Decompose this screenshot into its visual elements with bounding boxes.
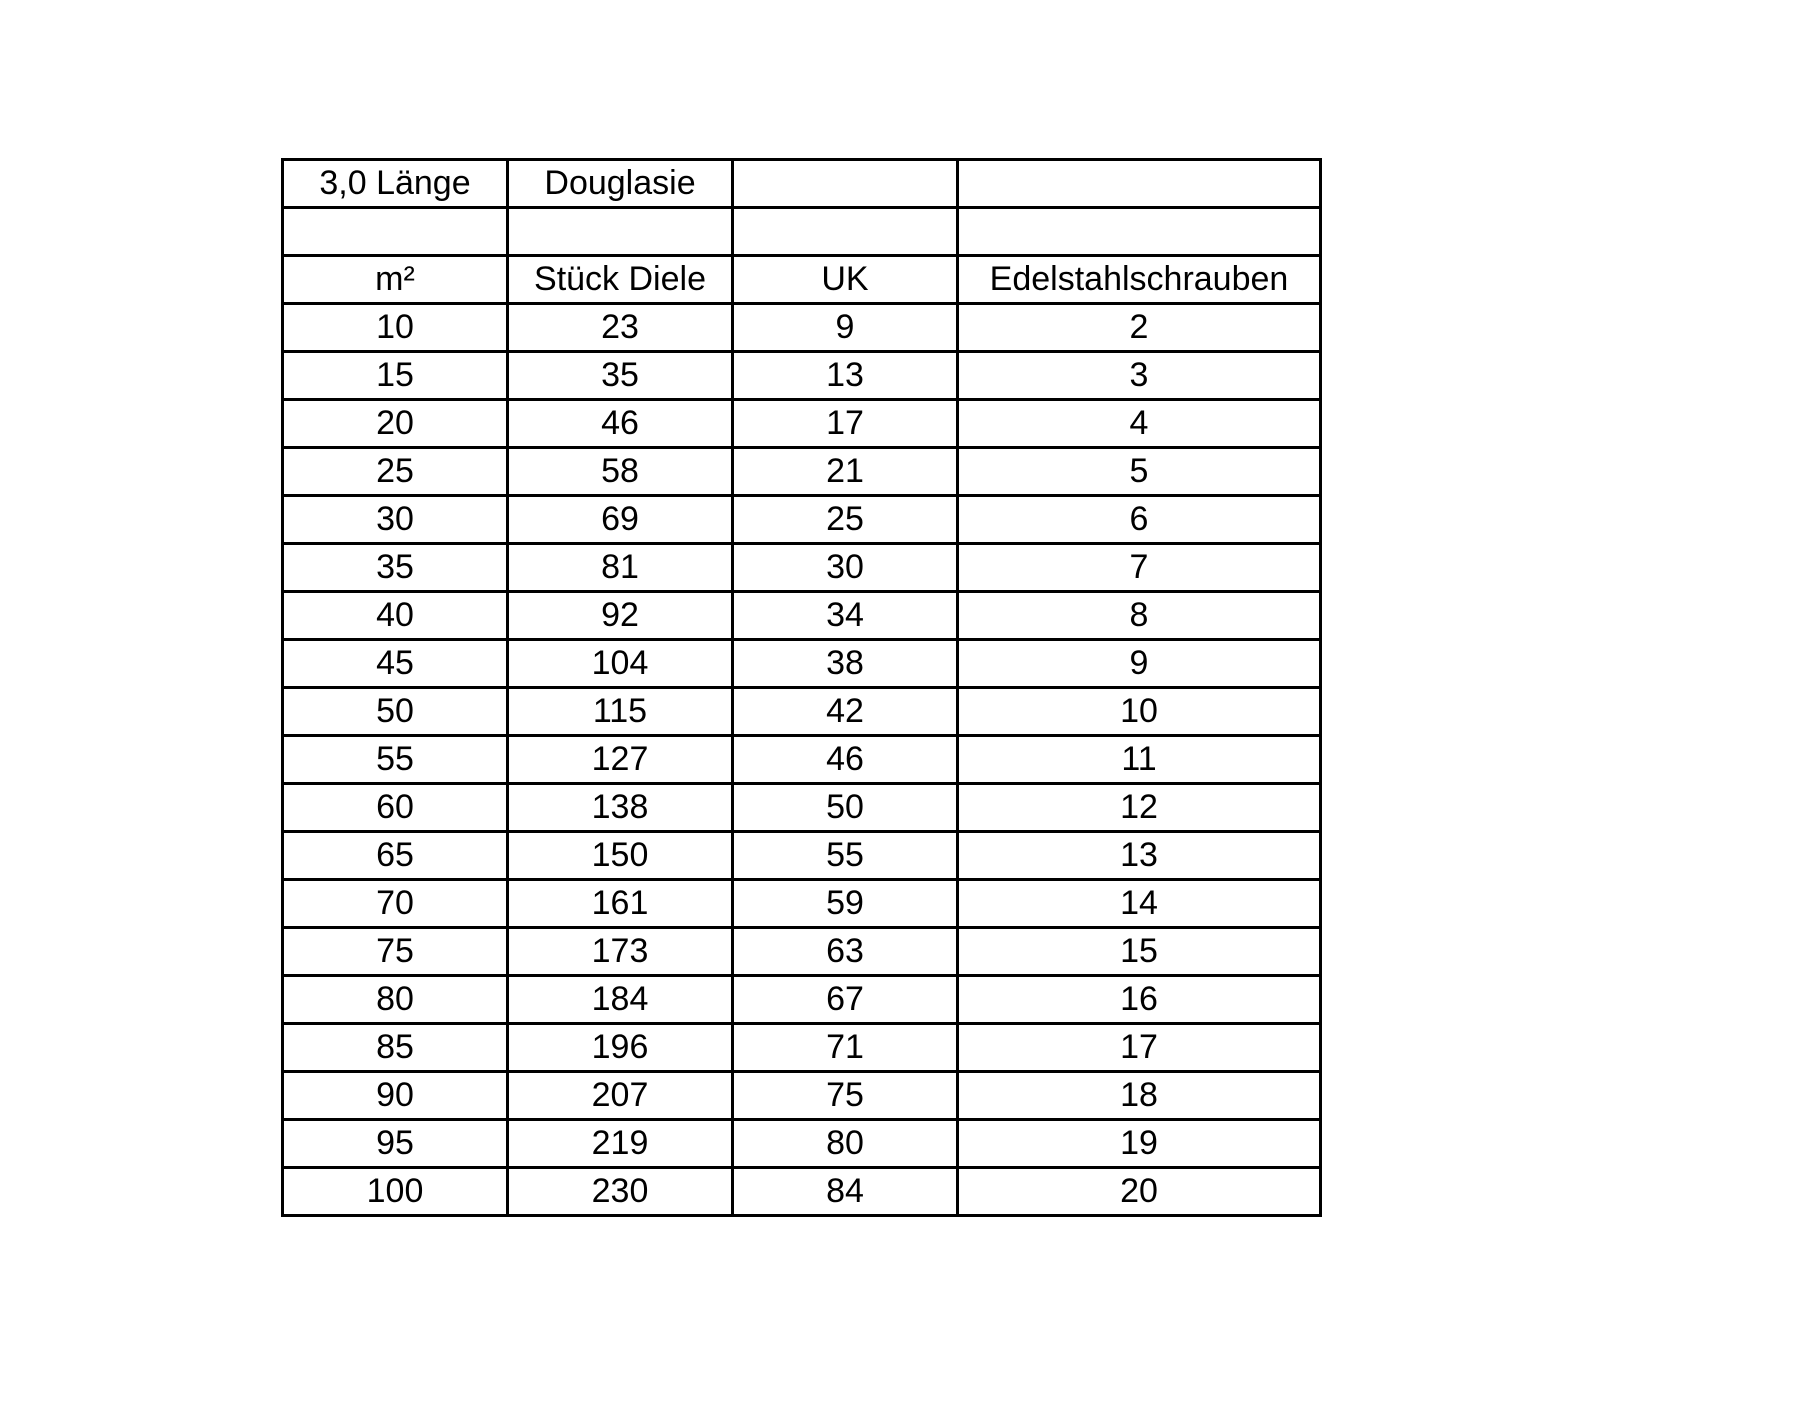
column-header-screws: Edelstahlschrauben	[958, 256, 1321, 304]
boards-cell: 150	[508, 832, 733, 880]
screws-cell: 3	[958, 352, 1321, 400]
screws-cell: 5	[958, 448, 1321, 496]
table-row	[283, 784, 1321, 832]
uk-cell: 46	[733, 736, 958, 784]
empty-cell	[958, 208, 1321, 256]
area-cell: 100	[283, 1168, 508, 1216]
uk-cell: 50	[733, 784, 958, 832]
table-row	[283, 1072, 1321, 1120]
table-body	[283, 160, 1321, 1216]
screws-cell: 10	[958, 688, 1321, 736]
screws-cell: 15	[958, 928, 1321, 976]
boards-cell: 196	[508, 1024, 733, 1072]
boards-cell: 46	[508, 400, 733, 448]
area-cell: 60	[283, 784, 508, 832]
empty-cell	[733, 160, 958, 208]
uk-cell: 38	[733, 640, 958, 688]
area-cell: 45	[283, 640, 508, 688]
screws-cell: 7	[958, 544, 1321, 592]
screws-cell: 14	[958, 880, 1321, 928]
area-cell: 90	[283, 1072, 508, 1120]
boards-cell: 127	[508, 736, 733, 784]
uk-cell: 71	[733, 1024, 958, 1072]
uk-cell: 9	[733, 304, 958, 352]
screws-cell: 19	[958, 1120, 1321, 1168]
table-row	[283, 592, 1321, 640]
area-cell: 55	[283, 736, 508, 784]
boards-cell: 173	[508, 928, 733, 976]
screws-cell: 18	[958, 1072, 1321, 1120]
column-header-uk: UK	[733, 256, 958, 304]
boards-cell: 184	[508, 976, 733, 1024]
boards-cell: 35	[508, 352, 733, 400]
area-cell: 85	[283, 1024, 508, 1072]
boards-cell: 161	[508, 880, 733, 928]
screws-cell: 16	[958, 976, 1321, 1024]
uk-cell: 25	[733, 496, 958, 544]
empty-cell	[283, 208, 508, 256]
blank-row	[283, 208, 1321, 256]
screws-cell: 11	[958, 736, 1321, 784]
wood-type-cell: Douglasie	[508, 160, 733, 208]
table-row	[283, 832, 1321, 880]
table-row	[283, 880, 1321, 928]
area-cell: 30	[283, 496, 508, 544]
empty-cell	[733, 208, 958, 256]
boards-cell: 23	[508, 304, 733, 352]
header-row	[283, 256, 1321, 304]
area-cell: 95	[283, 1120, 508, 1168]
area-cell: 10	[283, 304, 508, 352]
area-cell: 65	[283, 832, 508, 880]
area-cell: 35	[283, 544, 508, 592]
area-cell: 20	[283, 400, 508, 448]
column-header-boards: Stück Diele	[508, 256, 733, 304]
boards-cell: 230	[508, 1168, 733, 1216]
boards-cell: 138	[508, 784, 733, 832]
table-row	[283, 400, 1321, 448]
uk-cell: 63	[733, 928, 958, 976]
screws-cell: 13	[958, 832, 1321, 880]
uk-cell: 30	[733, 544, 958, 592]
boards-cell: 58	[508, 448, 733, 496]
area-cell: 50	[283, 688, 508, 736]
uk-cell: 17	[733, 400, 958, 448]
area-cell: 15	[283, 352, 508, 400]
material-table	[281, 158, 1322, 1217]
area-cell: 40	[283, 592, 508, 640]
empty-cell	[508, 208, 733, 256]
area-cell: 25	[283, 448, 508, 496]
screws-cell: 8	[958, 592, 1321, 640]
boards-cell: 115	[508, 688, 733, 736]
screws-cell: 6	[958, 496, 1321, 544]
column-header-area: m²	[283, 256, 508, 304]
uk-cell: 21	[733, 448, 958, 496]
uk-cell: 80	[733, 1120, 958, 1168]
area-cell: 70	[283, 880, 508, 928]
boards-cell: 219	[508, 1120, 733, 1168]
table-row	[283, 1024, 1321, 1072]
table-row	[283, 976, 1321, 1024]
uk-cell: 75	[733, 1072, 958, 1120]
boards-cell: 207	[508, 1072, 733, 1120]
table-row	[283, 496, 1321, 544]
boards-cell: 69	[508, 496, 733, 544]
table-row	[283, 688, 1321, 736]
screws-cell: 2	[958, 304, 1321, 352]
uk-cell: 13	[733, 352, 958, 400]
title-cell: 3,0 Länge	[283, 160, 508, 208]
boards-cell: 81	[508, 544, 733, 592]
uk-cell: 67	[733, 976, 958, 1024]
table-row	[283, 928, 1321, 976]
uk-cell: 84	[733, 1168, 958, 1216]
uk-cell: 34	[733, 592, 958, 640]
table-row	[283, 1168, 1321, 1216]
screws-cell: 9	[958, 640, 1321, 688]
screws-cell: 12	[958, 784, 1321, 832]
area-cell: 75	[283, 928, 508, 976]
uk-cell: 42	[733, 688, 958, 736]
table-row	[283, 1120, 1321, 1168]
table-row	[283, 448, 1321, 496]
table-row	[283, 544, 1321, 592]
table-row	[283, 640, 1321, 688]
boards-cell: 92	[508, 592, 733, 640]
title-row	[283, 160, 1321, 208]
empty-cell	[958, 160, 1321, 208]
table-row	[283, 352, 1321, 400]
uk-cell: 59	[733, 880, 958, 928]
screws-cell: 17	[958, 1024, 1321, 1072]
boards-cell: 104	[508, 640, 733, 688]
area-cell: 80	[283, 976, 508, 1024]
screws-cell: 20	[958, 1168, 1321, 1216]
table-row	[283, 304, 1321, 352]
screws-cell: 4	[958, 400, 1321, 448]
table-row	[283, 736, 1321, 784]
uk-cell: 55	[733, 832, 958, 880]
